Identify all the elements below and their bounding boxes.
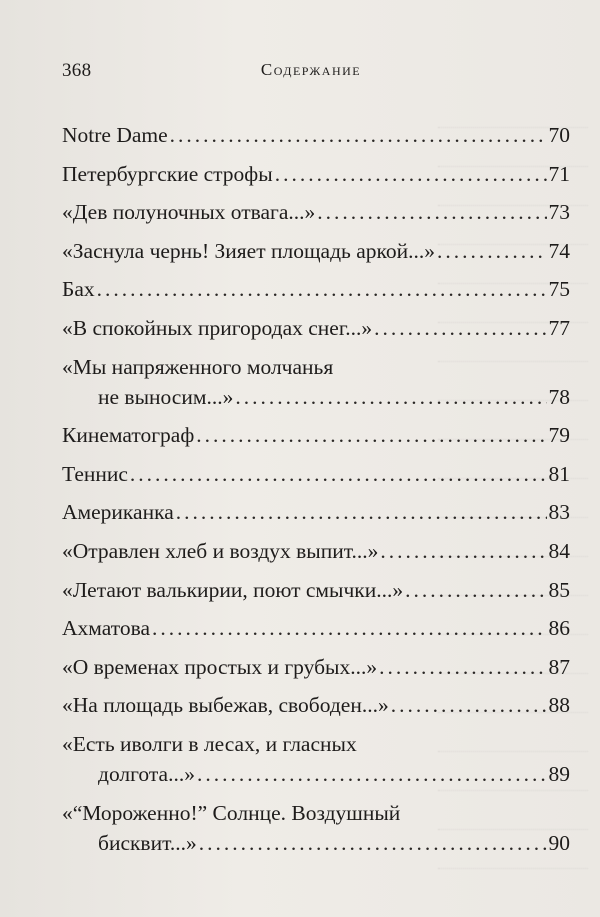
dot-leader (317, 197, 546, 227)
dot-leader (275, 159, 547, 189)
toc-entry-title: «На площадь выбежав, свободен...» (62, 693, 389, 718)
dot-leader (391, 690, 547, 720)
toc-entry-line (62, 729, 570, 759)
toc-entry-page: 90 (548, 830, 570, 855)
toc-entry (62, 236, 570, 266)
toc-entry (62, 497, 570, 527)
toc-entry-page: 71 (548, 161, 570, 186)
toc-entry-page: 88 (548, 693, 570, 718)
toc-entry-page: 89 (548, 761, 570, 786)
toc-entry-title: «Есть иволги в лесах, и гласных (62, 731, 357, 756)
toc-entry-line (62, 420, 570, 450)
toc-entry-line (62, 352, 570, 382)
dot-leader (379, 652, 546, 682)
dot-leader (196, 420, 546, 450)
dot-leader (197, 759, 547, 789)
toc-entry-page: 70 (548, 123, 570, 147)
toc-entry-title: «Мы напряженного молчанья (62, 354, 334, 379)
toc-entry (62, 652, 570, 682)
toc-entry-page: 87 (548, 654, 570, 679)
toc-entry-title: Бах (62, 277, 95, 302)
table-of-contents (62, 120, 570, 866)
toc-entry-line (62, 759, 570, 789)
toc-entry-page: 78 (548, 384, 570, 409)
toc-entry (62, 159, 570, 189)
toc-entry-title: Американка (62, 500, 174, 525)
dot-leader (437, 236, 547, 266)
toc-entry-title: долгота...» (98, 761, 195, 786)
toc-entry-title: «О временах простых и грубых...» (62, 654, 378, 679)
toc-entry-page: 73 (548, 200, 570, 225)
toc-entry-line (62, 613, 570, 643)
dot-leader (170, 120, 547, 150)
toc-entry (62, 798, 570, 858)
toc-entry-line (62, 120, 570, 150)
dot-leader (152, 613, 547, 643)
dot-leader (176, 497, 547, 527)
toc-entry (62, 274, 570, 304)
toc-entry (62, 352, 570, 412)
running-title: Содержание (260, 60, 362, 79)
toc-entry (62, 690, 570, 720)
toc-entry (62, 197, 570, 227)
toc-entry-line (62, 798, 570, 828)
toc-entry-title: «“Мороженно!” Солнце. Воздушный (62, 800, 401, 825)
toc-entry-title: «Отравлен хлеб и воздух выпит...» (62, 538, 379, 563)
toc-entry-title: «Летают валькирии, поют смычки...» (62, 577, 404, 602)
toc-entry-title: Теннис (62, 461, 128, 486)
toc-entry (62, 313, 570, 343)
toc-entry (62, 613, 570, 643)
toc-entry-line (62, 159, 570, 189)
dot-leader (130, 459, 547, 489)
dot-leader (199, 828, 547, 858)
page-header (62, 60, 540, 84)
dot-leader (405, 575, 546, 605)
toc-entry-page: 85 (548, 577, 570, 602)
toc-entry-title: Кинематограф (62, 423, 195, 448)
toc-entry (62, 575, 570, 605)
toc-entry-line (62, 313, 570, 343)
toc-entry-title: бисквит...» (98, 830, 197, 855)
dot-leader (380, 536, 546, 566)
toc-entry-line (62, 828, 570, 858)
toc-entry-line (62, 197, 570, 227)
toc-entry-line (62, 236, 570, 266)
dot-leader (235, 382, 546, 412)
toc-entry-line (62, 652, 570, 682)
toc-entry-line (62, 382, 570, 412)
toc-entry-title: Петербургские строфы (62, 161, 273, 186)
toc-entry-page: 79 (548, 423, 570, 448)
toc-entry-line (62, 274, 570, 304)
toc-entry (62, 459, 570, 489)
toc-entry-title: «Заснула чернь! Зияет площадь аркой...» (62, 238, 435, 263)
toc-entry-title: Notre Dame (62, 123, 168, 147)
dot-leader (374, 313, 546, 343)
dot-leader (97, 274, 547, 304)
toc-entry-page: 75 (548, 277, 570, 302)
toc-entry-title: «В спокойных пригородах снег...» (62, 315, 373, 340)
toc-entry-line (62, 690, 570, 720)
toc-entry-title: не выносим...» (98, 384, 234, 409)
toc-entry (62, 420, 570, 450)
page-number: 368 (62, 60, 92, 81)
toc-entry-title: «Дев полуночных отвага...» (62, 200, 316, 225)
toc-entry-title: Ахматова (62, 616, 150, 641)
toc-entry-line (62, 536, 570, 566)
toc-entry-page: 84 (548, 538, 570, 563)
toc-entry (62, 536, 570, 566)
toc-entry-page: 83 (548, 500, 570, 525)
toc-entry-page: 81 (548, 461, 570, 486)
toc-entry-line (62, 459, 570, 489)
toc-entry (62, 120, 570, 150)
toc-entry-line (62, 497, 570, 527)
toc-entry-line (62, 575, 570, 605)
toc-entry-page: 74 (548, 238, 570, 263)
toc-entry-page: 86 (548, 616, 570, 641)
toc-entry-page: 77 (548, 315, 570, 340)
toc-entry (62, 729, 570, 789)
